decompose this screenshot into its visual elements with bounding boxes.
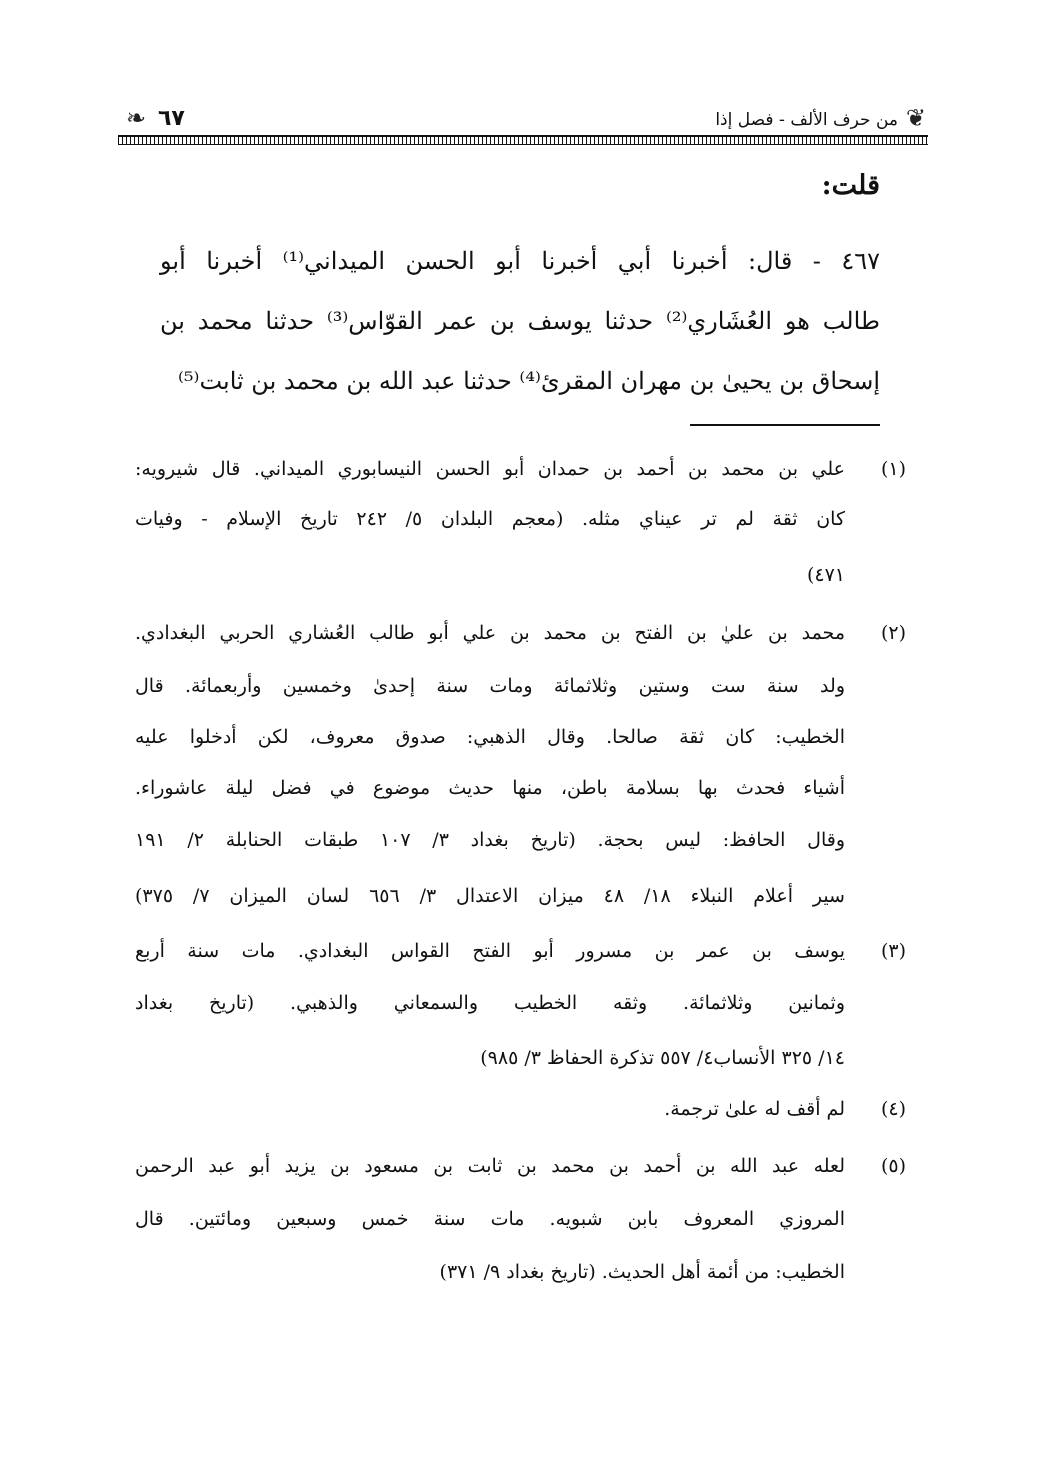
- footnote-5-line-2: المروزي المعروف بابن شبويه. مات سنة خمس وسبعين ومائتين. قال: [135, 1208, 845, 1230]
- footnote-number-2: (٢): [880, 622, 906, 644]
- footnote-1-line-3: ٤٧١): [806, 564, 845, 586]
- header-ornament-left-icon: ❧: [126, 104, 147, 132]
- footnote-number-3: (٣): [880, 940, 906, 962]
- body-line-3: إسحاق بن يحيىٰ بن مهران المقرئ⁽⁴⁾ حدثنا عبد الله بن محمد بن ثابت⁽⁵⁾: [178, 367, 880, 395]
- section-heading: قلت:: [821, 170, 880, 201]
- header-title: من حرف الألف - فصل إذا: [715, 110, 898, 130]
- footnote-5-line-3: الخطيب: من أئمة أهل الحديث. (تاريخ بغداد ٩/ ٣٧١): [439, 1261, 845, 1283]
- footnote-2-line-2: ولد سنة ست وستين وثلاثمائة ومات سنة إحدىٰ وخمسين وأربعمائة. قال: [135, 675, 845, 697]
- page-number: ٦٧: [158, 106, 185, 131]
- footnote-number-1: (١): [880, 458, 906, 480]
- footnote-1-line-2: كان ثقة لم تر عيناي مثله. (معجم البلدان ٥/ ٢٤٢ تاريخ الإسلام - وفيات: [135, 508, 845, 530]
- body-line-2: طالب هو العُشَاري⁽²⁾ حدثنا يوسف بن عمر القوّاس⁽³⁾ حدثنا محمد بن: [160, 307, 880, 335]
- footnote-3-line-2: وثمانين وثلاثمائة. وثقه الخطيب والسمعاني والذهبي. (تاريخ بغداد: [135, 992, 845, 1014]
- footnote-number-4: (٤): [880, 1098, 906, 1120]
- footnote-2-line-6: سير أعلام النبلاء ١٨/ ٤٨ ميزان الاعتدال ٣/ ٦٥٦ لسان الميزان ٧/ ٣٧٥): [135, 885, 845, 907]
- body-line-1: ٤٦٧ - قال: أخبرنا أبي أخبرنا أبو الحسن الميداني⁽¹⁾ أخبرنا أبو: [160, 247, 880, 275]
- footnote-4-line-1: لم أقف له علىٰ ترجمة.: [664, 1098, 845, 1120]
- footnote-3-line-1: يوسف بن عمر بن مسرور أبو الفتح القواس البغدادي. مات سنة أربع: [135, 940, 845, 962]
- footnote-2-line-3: الخطيب: كان ثقة صالحا. وقال الذهبي: صدوق معروف، لكن أدخلوا عليه: [135, 726, 845, 748]
- footnote-5-line-1: لعله عبد الله بن أحمد بن محمد بن ثابت بن مسعود بن يزيد أبو عبد الرحمن: [135, 1155, 845, 1177]
- footnote-2-line-5: وقال الحافظ: ليس بحجة. (تاريخ بغداد ٣/ ١٠٧ طبقات الحنابلة ٢/ ١٩١: [135, 829, 845, 851]
- footnote-3-line-3: ١٤/ ٣٢٥ الأنساب٤/ ٥٥٧ تذكرة الحفاظ ٣/ ٩٨٥): [480, 1047, 845, 1069]
- header-ornament-right-icon: ❦: [905, 104, 926, 132]
- running-header: [118, 98, 928, 150]
- footnote-separator: [690, 424, 880, 426]
- header-rule: [118, 135, 928, 145]
- footnote-2-line-4: أشياء فحدث بها بسلامة باطن، منها حديث موضوع في فضل ليلة عاشوراء.: [135, 777, 845, 799]
- footnote-2-line-1: محمد بن عليٰ بن الفتح بن محمد بن علي أبو طالب العُشاري الحربي البغدادي.: [135, 622, 845, 644]
- footnote-1-line-1: علي بن محمد بن أحمد بن حمدان أبو الحسن النيسابوري الميداني. قال شيرويه:: [135, 458, 845, 480]
- footnote-number-5: (٥): [880, 1155, 906, 1177]
